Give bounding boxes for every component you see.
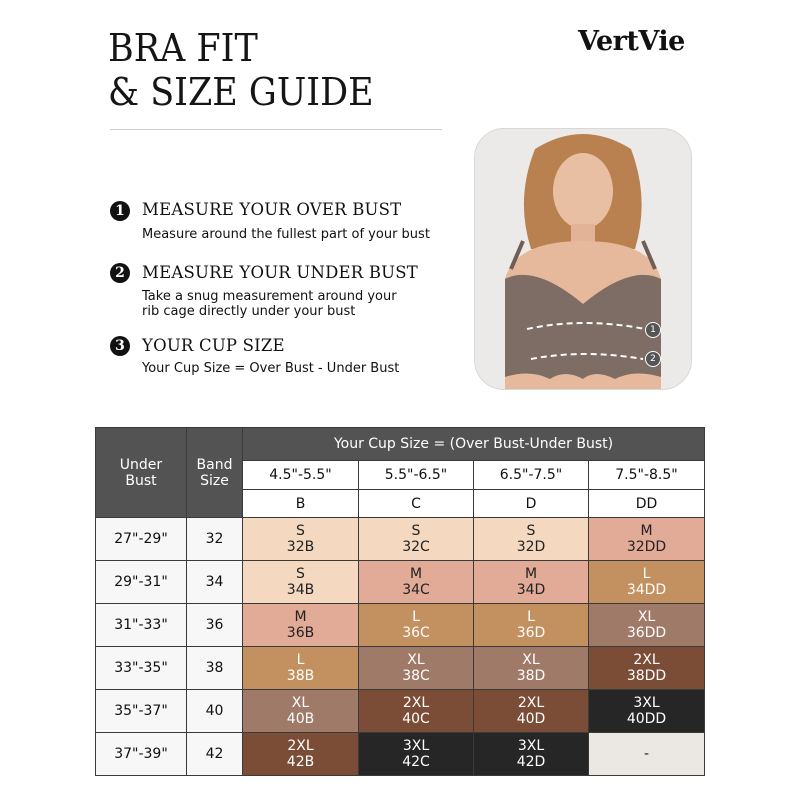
model-illustration <box>475 129 691 389</box>
size-label: XL <box>407 652 425 668</box>
size-label: 2XL <box>402 695 430 711</box>
size-cell <box>243 733 359 776</box>
band-size-cell: 32 <box>187 518 243 561</box>
size-cell <box>589 604 705 647</box>
cup-cell: D <box>474 490 589 518</box>
size-cell <box>359 561 474 604</box>
size-cell <box>359 733 474 776</box>
under-bust-cell: 33"-35" <box>96 647 187 690</box>
size-cell <box>359 518 474 561</box>
size-chart-table <box>95 427 705 776</box>
bra-size-code: 40DD <box>626 711 667 727</box>
size-cell <box>589 733 705 776</box>
size-cell <box>589 518 705 561</box>
table-row <box>96 518 705 561</box>
range-cell: 4.5"-5.5" <box>243 461 359 490</box>
bra-size-code: 42D <box>516 754 546 770</box>
size-label: XL <box>522 652 540 668</box>
size-label: XL <box>637 609 656 625</box>
header-band-size-label: Band Size <box>196 456 233 489</box>
under-bust-cell: 31"-33" <box>96 604 187 647</box>
step-2-number-icon: 2 <box>110 263 130 283</box>
size-label: S <box>526 523 536 539</box>
size-label: M <box>409 566 423 582</box>
size-label: L <box>296 652 305 668</box>
cup-cell: C <box>359 490 474 518</box>
bra-size-code: 36B <box>286 625 315 641</box>
bra-size-code: 38B <box>286 668 315 684</box>
size-label: XL <box>291 695 310 711</box>
size-cell <box>243 604 359 647</box>
size-label: M <box>640 523 653 539</box>
range-cell: 5.5"-6.5" <box>359 461 474 490</box>
size-label: 3XL <box>402 738 430 754</box>
size-cell <box>474 647 589 690</box>
bra-size-code: 32DD <box>626 539 667 555</box>
cup-cell: B <box>243 490 359 518</box>
bra-size-code: 32C <box>402 539 430 555</box>
step-2-body-line-2: rib cage directly under your bust <box>142 304 356 319</box>
band-size-cell: 42 <box>187 733 243 776</box>
size-label: - <box>643 746 650 762</box>
size-cell <box>359 690 474 733</box>
bra-size-code: 38C <box>402 668 430 684</box>
bra-size-code: 38D <box>516 668 546 684</box>
header-under-bust-label: Under Bust <box>119 456 163 489</box>
size-cell <box>243 561 359 604</box>
step-2-body-line-1: Take a snug measurement around your <box>142 289 397 304</box>
cup-cell: DD <box>589 490 705 518</box>
header-cup-size: Your Cup Size = (Over Bust-Under Bust) <box>243 428 705 461</box>
table-row <box>96 604 705 647</box>
step-2-title: MEASURE YOUR UNDER BUST <box>142 263 418 282</box>
size-label: L <box>412 609 420 625</box>
header-band-size <box>187 428 243 518</box>
model-photo <box>474 128 692 390</box>
size-cell <box>589 690 705 733</box>
bra-size-code: 40D <box>516 711 546 727</box>
bra-size-code: 36C <box>402 625 430 641</box>
table-row <box>96 690 705 733</box>
step-3-number-icon: 3 <box>110 336 130 356</box>
bra-size-code: 34D <box>516 582 546 598</box>
size-cell <box>474 518 589 561</box>
table-row <box>96 733 705 776</box>
marker-1-icon: 1 <box>645 322 661 338</box>
step-1-number-icon: 1 <box>110 201 130 221</box>
bra-size-code: 34C <box>402 582 430 598</box>
bra-size-code: 32D <box>516 539 546 555</box>
under-bust-cell: 37"-39" <box>96 733 187 776</box>
size-cell <box>474 604 589 647</box>
bra-size-code: 32B <box>286 539 315 555</box>
step-3-title: YOUR CUP SIZE <box>142 336 285 355</box>
bra-size-code: 36DD <box>626 625 667 641</box>
range-cell: 6.5"-7.5" <box>474 461 589 490</box>
step-1-title: MEASURE YOUR OVER BUST <box>142 200 402 219</box>
size-label: M <box>524 566 538 582</box>
band-size-cell: 34 <box>187 561 243 604</box>
bra-size-code: 34B <box>286 582 315 598</box>
size-label: M <box>294 609 307 625</box>
under-bust-cell: 35"-37" <box>96 690 187 733</box>
size-cell <box>243 690 359 733</box>
page-title <box>108 26 374 114</box>
header-under-bust <box>96 428 187 518</box>
size-cell <box>243 647 359 690</box>
step-2-body <box>142 289 397 319</box>
size-label: L <box>642 566 651 582</box>
bra-size-code: 34DD <box>626 582 667 598</box>
size-label: 2XL <box>517 695 545 711</box>
divider <box>110 129 442 130</box>
title-line-2: & SIZE GUIDE <box>108 70 374 114</box>
size-cell <box>243 518 359 561</box>
size-label: S <box>296 566 305 582</box>
band-size-cell: 40 <box>187 690 243 733</box>
size-cell <box>359 647 474 690</box>
size-cell <box>359 604 474 647</box>
table-row <box>96 647 705 690</box>
table-row <box>96 561 705 604</box>
under-bust-cell: 29"-31" <box>96 561 187 604</box>
band-size-cell: 38 <box>187 647 243 690</box>
band-size-cell: 36 <box>187 604 243 647</box>
size-label: 3XL <box>517 738 545 754</box>
size-label: 3XL <box>633 695 660 711</box>
size-cell <box>474 561 589 604</box>
bra-size-code: 38DD <box>626 668 667 684</box>
bra-size-code: 40C <box>402 711 430 727</box>
step-3-body: Your Cup Size = Over Bust - Under Bust <box>142 361 400 376</box>
size-cell <box>474 690 589 733</box>
size-cell <box>474 733 589 776</box>
size-label: S <box>411 523 421 539</box>
bra-size-code: 42C <box>402 754 430 770</box>
bra-size-code: 42B <box>286 754 315 770</box>
step-1-body: Measure around the fullest part of your bust <box>142 227 430 242</box>
size-label: 2XL <box>633 652 660 668</box>
bra-size-code: 36D <box>516 625 546 641</box>
size-label: L <box>527 609 535 625</box>
size-cell <box>589 561 705 604</box>
size-label: S <box>296 523 305 539</box>
size-label: 2XL <box>287 738 314 754</box>
brand-logo: VertVie <box>578 26 685 57</box>
title-line-1: BRA FIT <box>108 26 258 70</box>
size-cell <box>589 647 705 690</box>
under-bust-cell: 27"-29" <box>96 518 187 561</box>
bra-size-code: 40B <box>286 711 315 727</box>
range-cell: 7.5"-8.5" <box>589 461 705 490</box>
marker-2-icon: 2 <box>645 351 661 367</box>
